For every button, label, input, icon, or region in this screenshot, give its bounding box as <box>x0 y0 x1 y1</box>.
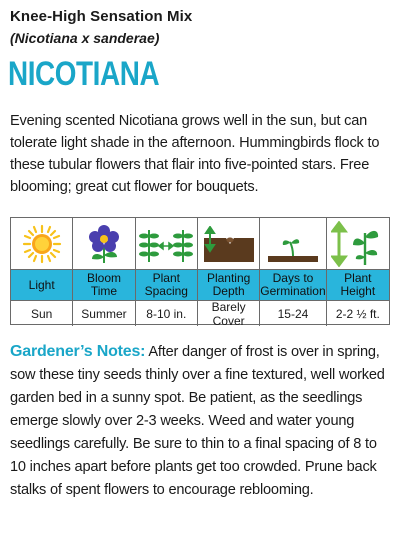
header-light: Light <box>11 269 73 301</box>
header-days-to-germination: Days to Germination <box>260 269 326 301</box>
value-bloom-time: Summer <box>73 301 135 326</box>
gardeners-notes <box>10 340 392 502</box>
latin-name: (Nicotiana x sanderae) <box>10 30 160 46</box>
plant-spacing-icon <box>136 218 198 269</box>
variety-name: Knee-High Sensation Mix <box>10 8 193 25</box>
planting-depth-icon <box>198 218 260 269</box>
header-plant-height: Plant Height <box>327 269 389 301</box>
plant-height-icon <box>327 218 389 269</box>
bloom-flower-icon <box>73 218 135 269</box>
plant-description: Evening scented Nicotiana grows well in the sun, but can tolerate light shade in the afternoon. Hummingbirds flock to these tubular flowers that flair into five-pointed stars. Free blooming; great cut flower for bouquets. <box>10 113 380 195</box>
header-planting-depth: Planting Depth <box>198 269 260 301</box>
value-planting-depth: Barely Cover <box>198 301 260 326</box>
value-days-to-germination: 15-24 <box>260 301 326 326</box>
notes-text: After danger of frost is over in spring, sow these tiny seeds thinly over a fine textured, well worked garden bed in a sunny spot. Be patient, as the seedlings emerge slowly over 2-3 weeks. Weed and water young seedlings carefully. Be sure to thin to a final spacing of 8 to 10 inches apart before plants get too crowded. Prune back stalks of spent flowers to encourage reblooming. <box>10 344 385 498</box>
plant-title: NICOTIANA <box>8 55 160 93</box>
sprout-icon <box>260 218 326 269</box>
header-bloom-time: Bloom Time <box>73 269 135 301</box>
value-plant-height: 2-2 ½ ft. <box>335 306 380 321</box>
value-plant-spacing: 8-10 in. <box>136 301 198 326</box>
sun-icon <box>11 218 73 269</box>
header-plant-spacing: Plant Spacing <box>136 269 198 301</box>
value-light: Sun <box>11 301 73 326</box>
growing-info-table <box>10 217 390 328</box>
notes-label: Gardener’s Notes: <box>10 343 146 360</box>
